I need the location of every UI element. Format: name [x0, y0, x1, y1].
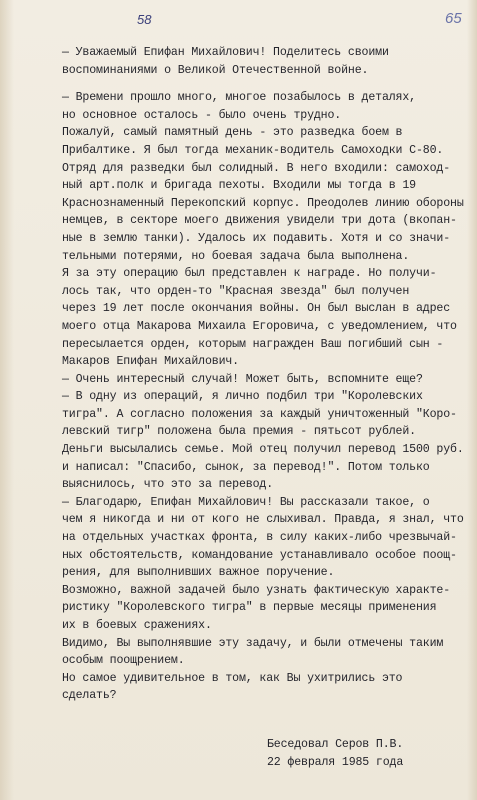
text-line: — Благодарю, Епифан Михайлович! Вы рассказали такое, о [62, 495, 430, 509]
text-line: — Уважаемый Епифан Михайлович! Поделитесь своими [62, 46, 389, 59]
text-line: сделать? [62, 689, 117, 703]
text-line: — Времени прошло много, многое позабылось в деталях, [62, 91, 416, 105]
text-line: Макаров Епифан Михайлович. [62, 355, 239, 369]
signature-block [267, 736, 403, 771]
text-line: выяснилось, что это за перевод. [62, 478, 274, 492]
text-line: Деньги высылались семье. Мой отец получил перевод 1500 руб. [62, 443, 464, 457]
text-line: Краснознаменный Перекопский корпус. Преодолев линию обороны [62, 196, 464, 210]
text-line: и написал: "Спасибо, сынок, за перевод!". Потом только [62, 460, 430, 474]
page-edge-left [0, 0, 14, 800]
text-line: моего отца Макарова Михаила Егоровича, с уведомлением, что [62, 319, 457, 333]
text-line: ный арт.полк и бригада пехоты. Входили мы тогда в 19 [62, 179, 416, 193]
paragraph-gap [62, 79, 462, 89]
text-line: на отдельных участках фронта, в силу каких-либо чрезвычай- [62, 531, 457, 545]
text-line: пересылается орден, которым награжден Ваш погибший сын - [62, 337, 444, 351]
text-line: Но самое удивительное в том, как Вы ухитрились это [62, 671, 403, 685]
text-line: воспоминаниями о Великой Отечественной войне. [62, 63, 369, 77]
text-line: Я за эту операцию был представлен к награде. Но получи- [62, 267, 437, 281]
text-line: тельными потерями, но боевая задача была выполнена. [62, 249, 410, 263]
archive-number: 65 [445, 10, 462, 27]
text-line: — В одну из операций, я лично подбил три "Королевских [62, 390, 423, 404]
text-line: тигра". А согласно положения за каждый уничтоженный "Коро- [62, 407, 457, 421]
text-line: лось так, что орден-то "Красная звезда" был получен [62, 284, 410, 298]
text-line: Отряд для разведки был солидный. В него входили: самоход- [62, 161, 451, 175]
text-line: чем я никогда и ни от кого не слыхивал. Правда, я знал, что [62, 513, 464, 527]
text-line: немцев, в секторе моего движения увидели три дота (вкопан- [62, 214, 457, 228]
date-line: 22 февраля 1985 года [267, 755, 404, 769]
text-line: ных обстоятельств, командование устанавливало особое поощ- [62, 548, 457, 562]
text-line: Возможно, важной задачей было узнать фактическую характе- [62, 583, 451, 597]
page-edge-right [467, 0, 477, 800]
text-line: особым поощрением. [62, 654, 185, 668]
text-line: ные в землю танки). Удалось их подавить. Хотя и со значи- [62, 231, 451, 245]
text-line: Видимо, Вы выполнявшие эту задачу, и были отмечены таким [62, 636, 444, 650]
text-line: левский тигр" положена была премия - пятьсот рублей. [62, 425, 416, 439]
text-line: но основное осталось - было очень трудно. [62, 108, 342, 122]
text-line: их в боевых сражениях. [62, 619, 212, 632]
text-line: рения, для выполнивших важное поручение. [62, 566, 335, 580]
page-number: 58 [137, 12, 152, 27]
interviewer-line: Беседовал Серов П.В. [267, 738, 404, 751]
text-line: — Очень интересный случай! Может быть, вспомните еще? [62, 372, 423, 386]
text-line: Прибалтике. Я был тогда механик-водитель Самоходки С-80. [62, 143, 444, 157]
document-body [62, 44, 462, 705]
text-line: через 19 лет после окончания войны. Он был выслан в адрес [62, 302, 451, 316]
text-line: Пожалуй, самый памятный день - это разведка боем в [62, 126, 403, 140]
text-line: ристику "Королевского тигра" в первые месяцы применения [62, 601, 437, 615]
